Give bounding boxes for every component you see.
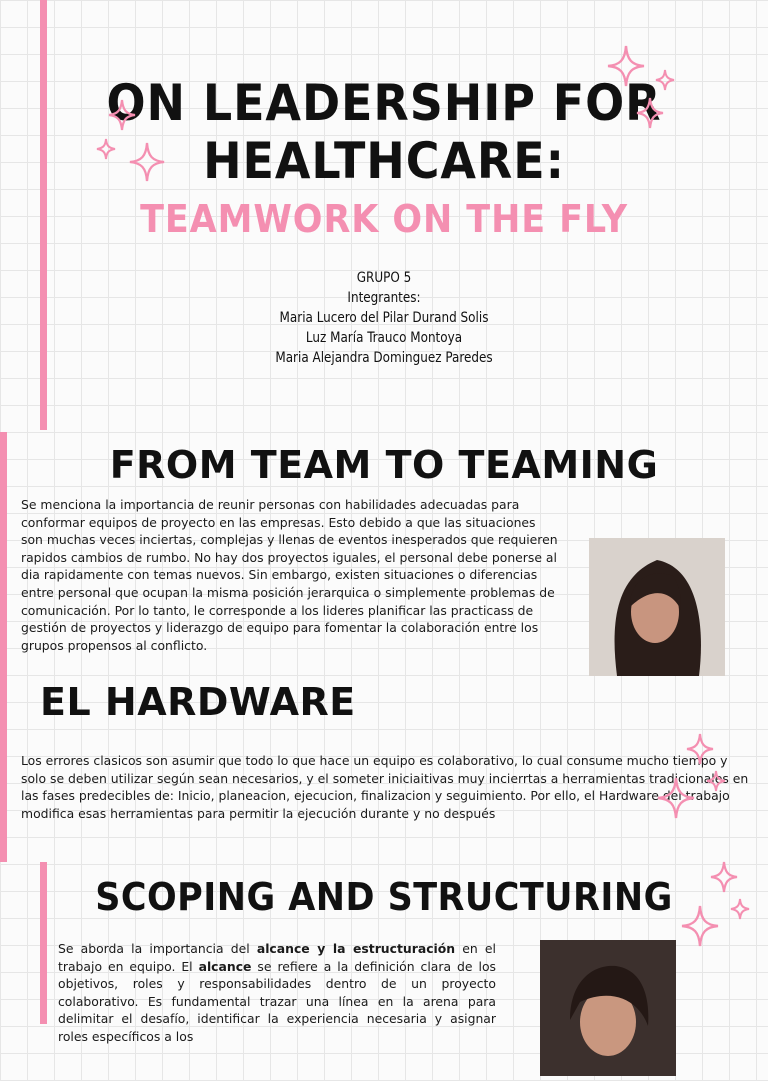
section1-header — [0, 443, 768, 487]
section2-header — [0, 680, 768, 724]
member-name: Maria Alejandra Dominguez Paredes — [275, 350, 493, 366]
section1-accent-bar — [0, 432, 7, 862]
sparkle-icon — [606, 44, 646, 88]
sparkle-icon — [706, 770, 726, 792]
presenter-photo — [589, 538, 725, 676]
group-label: GRUPO 5 — [356, 270, 412, 286]
sparkle-icon — [656, 776, 696, 820]
section3-text: se refiere a la definición clara de los objetivos, roles y responsabilidades dentro de un proyecto colaborativo. Es fundamental trazar una línea en la arena para delimitar el desafío, identificar la experiencia necesaria y asignar roles específicos a los — [58, 958, 496, 1044]
sparkle-icon — [686, 733, 714, 765]
credits-block — [31, 268, 738, 368]
sparkle-icon — [655, 69, 675, 91]
section3-bold: alcance — [198, 958, 252, 974]
cover-subtitle: TEAMWORK ON THE FLY — [140, 197, 628, 241]
sparkle-icon — [680, 904, 720, 948]
sparkle-icon — [128, 140, 166, 184]
members-label: Integrantes: — [347, 290, 421, 306]
cover-title-line2: HEALTHCARE: — [203, 132, 565, 190]
section3-paragraph — [58, 940, 496, 1044]
section3-text: en el trabajo en equipo. El — [58, 941, 496, 974]
section3-heading: SCOPING AND STRUCTURING — [95, 875, 673, 919]
member-name: Luz María Trauco Montoya — [305, 330, 463, 346]
section1-paragraph: Se menciona la importancia de reunir personas con habilidades adecuadas para conformar equipos de proyecto en las empresas. Esto debido a que las situaciones son muchas veces inciertas, complejas y llenas de eventos inesperados que requieren rapidos cambios de rumbo. No hay dos proyectos iguales, el personal debe ponerse al dia rapidamente con temas nuevos. Sin embargo, existen situaciones o diferencias entre personal que ocupan la misma posición jerarquica o simplemente problemas de comunicación. Por lo tanto, le corresponde a los lideres planificar las practicass de gestión de proyectos y liderazgo de equipo para fomentar la colaboración entre los grupos propensos al conflicto. — [21, 497, 558, 653]
sparkle-icon — [108, 99, 136, 131]
section3-header — [0, 875, 768, 919]
sparkle-icon — [710, 861, 738, 893]
presenter-photo — [540, 940, 676, 1076]
section2-heading: EL HARDWARE — [40, 680, 356, 724]
cover-title-line1: ON LEADERSHIP FOR — [106, 74, 662, 132]
sparkle-icon — [96, 138, 116, 160]
section3-text: Se aborda la importancia del — [58, 941, 257, 956]
sparkle-icon — [730, 898, 750, 920]
section2-paragraph: Los errores clasicos son asumir que todo lo que hace un equipo es colaborativo, lo cual consume mucho tiempo y solo se deben utilizar según sean necesarios, y el someter iniciaitivas muy incierrtas a herramientas tradicionales en las fases predecibles de: Inicio, planeacion, ejecucion, finalizacion y seguimiento. Por ello, el Hardware del trabajo modifica esas herramientas para permitir la ejecución durante y no después — [21, 753, 749, 821]
member-name: Maria Lucero del Pilar Durand Solis — [279, 310, 489, 326]
sparkle-icon — [636, 97, 664, 129]
section3-bold: alcance y la estructuración — [256, 941, 456, 956]
section1-heading: FROM TEAM TO TEAMING — [109, 443, 659, 487]
